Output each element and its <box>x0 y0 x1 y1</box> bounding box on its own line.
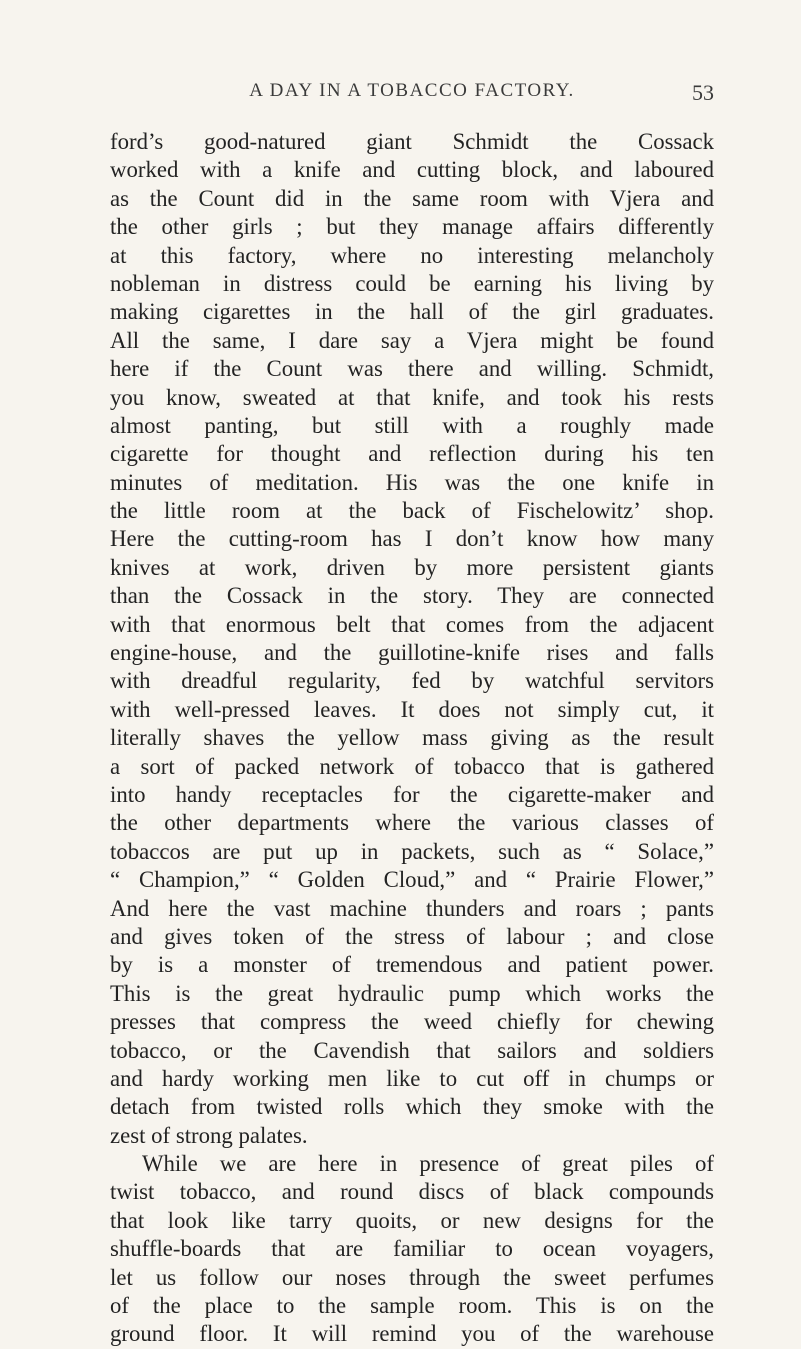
page-header <box>110 80 714 110</box>
text-line: with well-pressed leaves. It does not simply cut, it <box>110 696 714 722</box>
text-line: here if the Count was there and willing. Schmidt, <box>110 356 714 382</box>
text-line: While we are here in presence of great piles of <box>142 1151 714 1177</box>
text-line: And here the vast machine thunders and roars ; pants <box>110 895 714 921</box>
text-line: ford’s good-natured giant Schmidt the Cossack <box>110 129 714 154</box>
text-line: shuffle-boards that are familiar to ocean voyagers, <box>110 1236 714 1262</box>
body-text <box>110 128 714 1349</box>
text-line: making cigarettes in the hall of the girl graduates. <box>110 299 714 325</box>
text-line: you know, sweated at that knife, and took his rests <box>110 384 714 410</box>
text-line: Here the cutting-room has I don’t know how many <box>110 526 714 552</box>
text-line: ground floor. It will remind you of the warehouse <box>110 1321 714 1347</box>
text-line: into handy receptacles for the cigarette-maker and <box>110 781 714 807</box>
text-line: as the Count did in the same room with Vjera and <box>110 185 714 211</box>
text-line: knives at work, driven by more persistent giants <box>110 554 714 580</box>
text-line: at this factory, where no interesting melancholy <box>110 242 714 268</box>
text-line: minutes of meditation. His was the one knife in <box>110 469 714 495</box>
text-line: nobleman in distress could be earning his living by <box>110 270 714 296</box>
text-line: than the Cossack in the story. They are connected <box>110 583 714 609</box>
text-line: of the place to the sample room. This is on the <box>110 1293 714 1319</box>
text-line: almost panting, but still with a roughly made <box>110 412 714 438</box>
text-line: This is the great hydraulic pump which works the <box>110 980 714 1006</box>
text-line: literally shaves the yellow mass giving as the result <box>110 725 714 751</box>
text-line: with dreadful regularity, fed by watchful servitors <box>110 668 714 694</box>
text-line: engine-house, and the guillotine-knife rises and falls <box>110 640 714 666</box>
text-line: “ Champion,” “ Golden Cloud,” and “ Prairie Flower,” <box>110 867 714 893</box>
text-line: tobacco, or the Cavendish that sailors and soldiers <box>110 1037 714 1063</box>
page-number: 53 <box>692 80 714 105</box>
text-line: cigarette for thought and reflection during his ten <box>110 441 714 467</box>
text-line: and gives token of the stress of labour ; and close <box>110 923 714 949</box>
text-line: and hardy working men like to cut off in chumps or <box>110 1065 714 1091</box>
text-line: by is a monster of tremendous and patient power. <box>110 952 714 978</box>
text-line: worked with a knife and cutting block, and laboured <box>110 157 714 183</box>
text-line: the other departments where the various classes of <box>110 810 714 836</box>
text-line: a sort of packed network of tobacco that is gathered <box>110 753 714 779</box>
text-line: twist tobacco, and round discs of black compounds <box>110 1179 714 1205</box>
text-line: that look like tarry quoits, or new designs for the <box>110 1207 714 1233</box>
text-line: the little room at the back of Fischelowitz’ shop. <box>110 498 714 524</box>
text-line: tobaccos are put up in packets, such as “ Solace,” <box>110 838 714 864</box>
text-line: presses that compress the weed chiefly for chewing <box>110 1009 714 1035</box>
text-line: zest of strong palates. <box>110 1122 308 1148</box>
text-line: detach from twisted rolls which they smoke with the <box>110 1094 714 1120</box>
text-line: let us follow our noses through the sweet perfumes <box>110 1264 714 1290</box>
running-title: A DAY IN A TOBACCO FACTORY. <box>249 80 575 101</box>
text-line: with that enormous belt that comes from the adjacent <box>110 611 714 637</box>
text-line: the other girls ; but they manage affairs differently <box>110 214 714 240</box>
text-line: All the same, I dare say a Vjera might be found <box>110 327 714 353</box>
